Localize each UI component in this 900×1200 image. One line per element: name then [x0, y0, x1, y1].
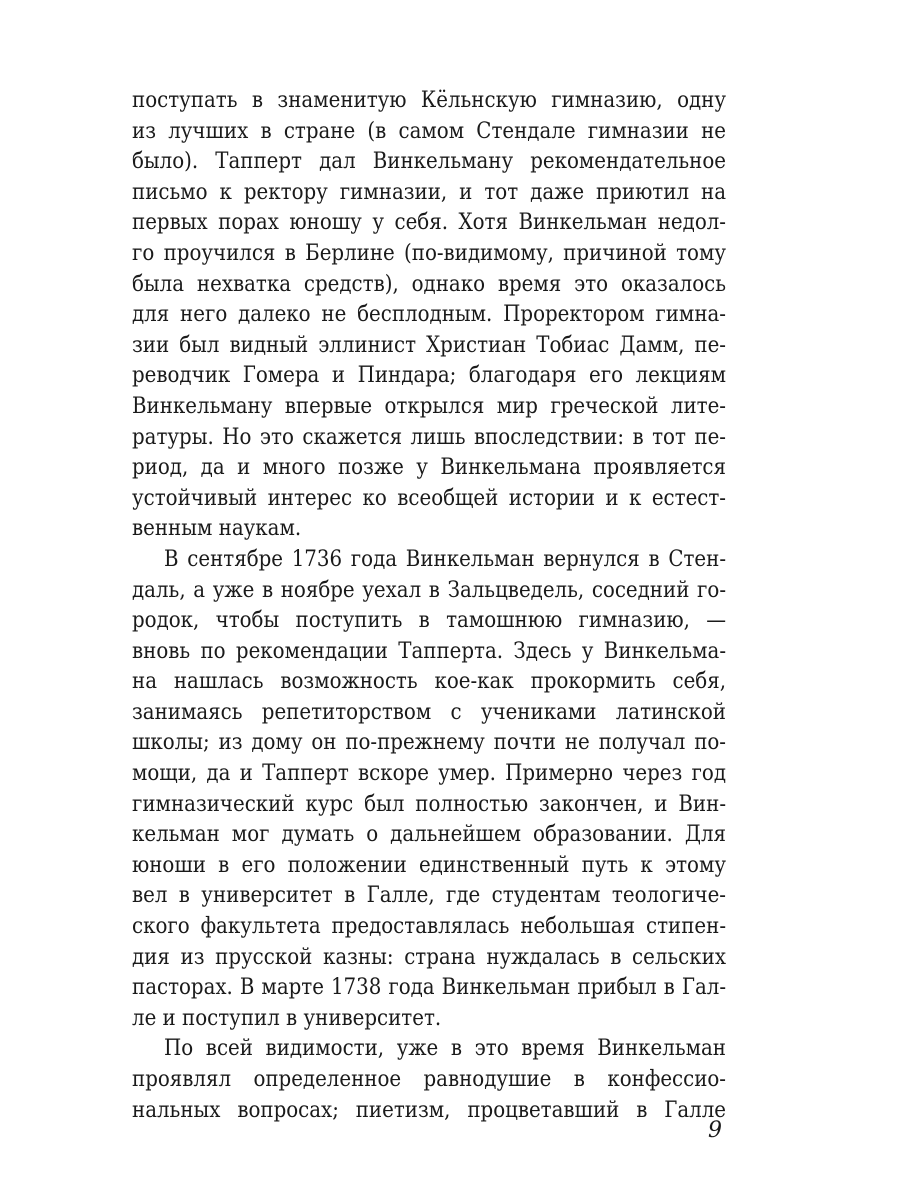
text-line: занимаясь репетиторством с учениками латинской [132, 699, 726, 725]
text-line: ратуры. Но это скажется лишь впоследствии: в тот пе- [132, 424, 726, 450]
text-line: было). Тапперт дал Винкельману рекомендательное [132, 149, 726, 175]
text-line: первых порах юношу у себя. Хотя Винкельман недол- [132, 210, 726, 236]
text-line: ского факультета предоставлялась небольшая стипен- [132, 914, 726, 940]
text-line: юноши в его положении единственный путь к этому [132, 852, 726, 878]
text-line: вновь по рекомендации Тапперта. Здесь у Винкельма- [132, 638, 726, 664]
text-line: В сентябре 1736 года Винкельман вернулся в Стен- [164, 546, 726, 572]
text-line: поступать в знаменитую Кёльнскую гимназию, одну [132, 88, 726, 113]
text-line: вел в университет в Галле, где студентам теологиче- [132, 883, 726, 909]
text-line: была нехватка средств), однако время это оказалось [132, 271, 726, 297]
text-line: из лучших в стране (в самом Стендале гимназии не [132, 118, 726, 144]
text-line: По всей видимости, уже в это время Винкельман [164, 1036, 726, 1062]
text-line: устойчивый интерес ко всеобщей истории и к естест- [132, 485, 726, 511]
text-line: риод, да и много позже у Винкельмана проявляется [132, 455, 726, 481]
text-line: ле и поступил в университет. [132, 1005, 442, 1031]
paragraph-2 [132, 545, 726, 1035]
text-line: кельман мог думать о дальнейшем образовании. Для [132, 822, 726, 848]
text-line: го проучился в Берлине (по-видимому, причиной тому [132, 240, 726, 266]
text-line: родок, чтобы поступить в тамошнюю гимназию, — [132, 608, 726, 634]
text-line: гимназический курс был полностью закончен, и Вин- [132, 791, 726, 817]
text-line: нальных вопросах; пиетизм, процветавший в Галле [132, 1097, 726, 1123]
text-line: пасторах. В марте 1738 года Винкельман прибыл в Гал- [132, 975, 726, 1001]
text-line: дия из прусской казны: страна нуждалась в сельских [132, 944, 726, 970]
text-line: на нашлась возможность кое-как прокормить себя, [132, 669, 726, 695]
paragraph-3 [132, 1034, 726, 1126]
text-line: мощи, да и Тапперт вскоре умер. Примерно через год [132, 761, 726, 787]
text-line: венным наукам. [132, 516, 302, 542]
text-line: школы; из дому он по-прежнему почти не получал по- [132, 730, 726, 756]
text-line: зии был видный эллинист Христиан Тобиас Дамм, пе- [132, 332, 726, 358]
text-line: письмо к ректору гимназии, и тот даже приютил на [132, 179, 726, 205]
text-line: Винкельману впервые открылся мир греческой лите- [132, 393, 726, 419]
text-line: даль, а уже в ноябре уехал в Зальцведель, соседний го- [132, 577, 726, 603]
page-number: 9 [708, 1118, 722, 1143]
paragraph-1 [132, 86, 726, 545]
text-line: проявлял определенное равнодушие в конфессио- [132, 1067, 726, 1092]
text-line: для него далеко не бесплодным. Проректором гимна- [132, 302, 726, 328]
text-line: реводчик Гомера и Пиндара; благодаря его лекциям [132, 363, 726, 389]
body-text [132, 86, 726, 1126]
